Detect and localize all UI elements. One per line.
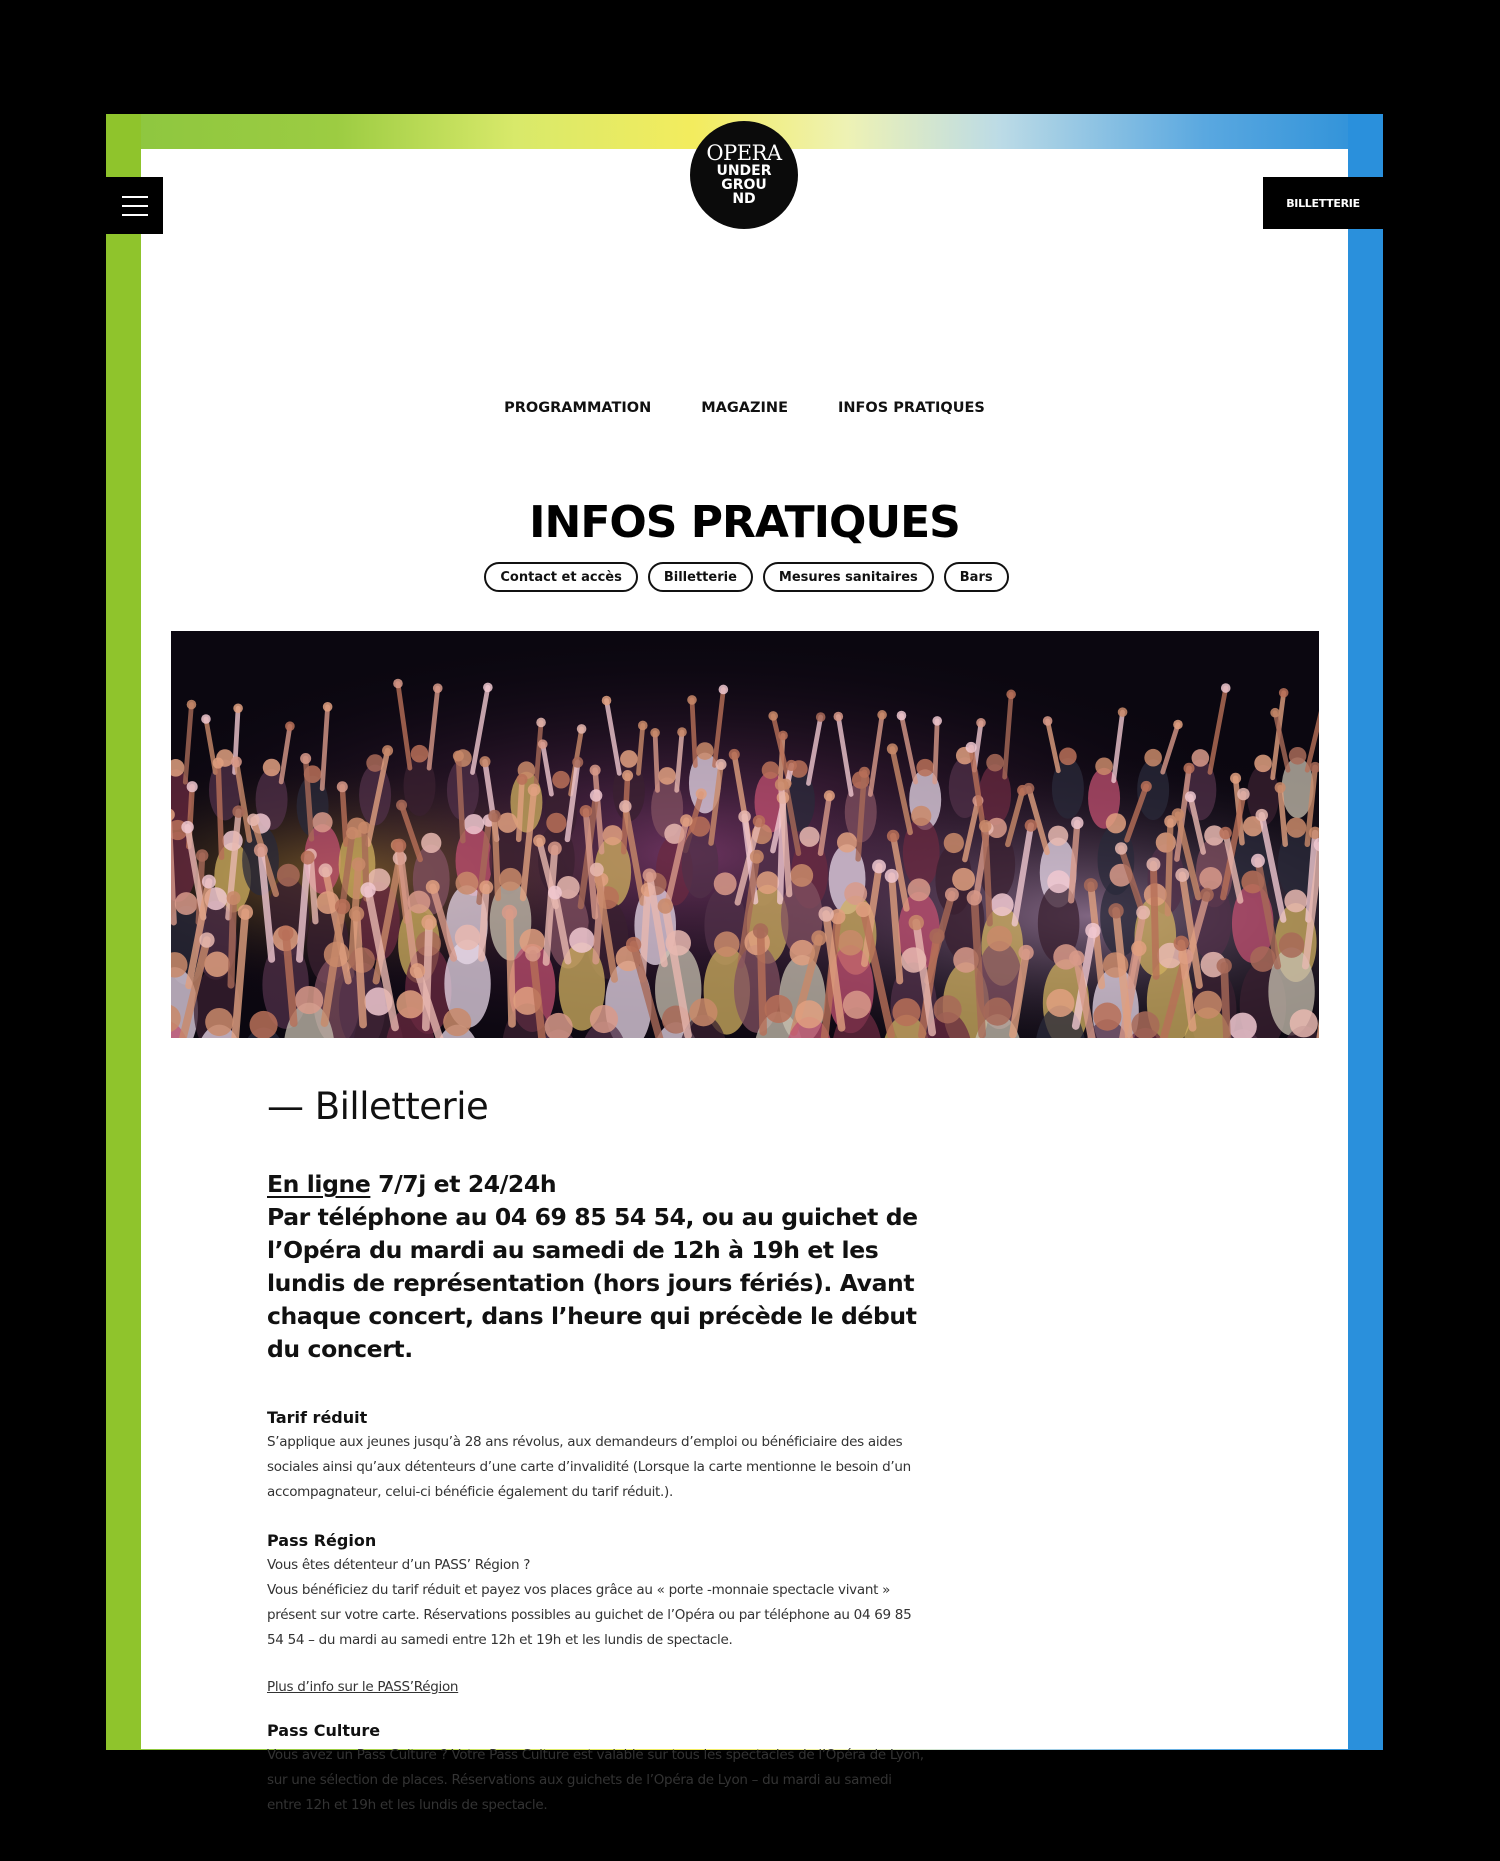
crowd-hand [201,714,211,724]
crowd-hand [410,963,425,978]
crowd-head [455,925,481,951]
crowd-head [837,832,857,852]
crowd-head [1093,1003,1121,1031]
crowd-hand [909,915,924,930]
page-content [141,149,1348,1813]
crowd-hand [1251,854,1265,868]
crowd-hand [517,774,528,785]
crowd-hand [719,685,729,695]
crowd-hand [811,930,826,945]
crowd-hand [1084,878,1098,892]
crowd-hand [233,703,243,713]
section-heading: — Billetterie [267,1085,489,1128]
crowd-hand [753,923,768,938]
crowd-hand [1025,819,1037,831]
crowd-head [1047,870,1070,893]
crowd-head [312,812,332,832]
crowd-hand [768,711,778,721]
crowd-hand [358,821,370,833]
crowd-hand [1275,782,1286,793]
crowd-hand [199,932,214,947]
lead-body: Par téléphone au 04 69 85 54 54, ou au guichet de l’Opéra du mardi au samedi de 12h à 19h et les lundis de représentation (hors jours fériés). Avant chaque concert, dans l’heure qui précède le début du concert. [267,1203,918,1363]
crowd-hand [1018,945,1033,960]
crowd-hand [479,756,490,767]
crowd-hand [572,757,583,768]
crowd-hand [1131,941,1146,956]
crowd-head [443,1008,471,1036]
crowd-head [1194,991,1222,1019]
crowd-hand [750,850,764,864]
crowd-head [295,986,323,1014]
crowd-head [1279,932,1305,958]
crowd-hand [1219,827,1231,839]
crowd-hand [1175,868,1189,882]
crowd-hand [227,891,241,905]
crowd-hand [202,875,216,889]
crowd-hand [1221,683,1231,693]
main-nav [141,400,1348,416]
crowd-head [205,1008,233,1036]
crowd-hand [421,915,436,930]
block-text: Vous êtes détenteur d’un PASS’ Région ? [267,1557,531,1573]
crowd-hand [187,700,197,710]
pass-region-block [267,1531,927,1695]
crowd-hand [897,711,907,721]
crowd-head [764,995,792,1023]
crowd-head [714,872,737,895]
crowd-head [552,771,570,789]
crowd-hand [859,767,870,778]
crowd-hand [1118,707,1128,717]
crowd-hand [824,790,835,801]
crowd-head [1059,748,1077,766]
crowd-head [911,806,931,826]
crowd-hand [658,898,673,913]
crowd-hand [643,868,657,882]
crowd-head [1144,749,1162,767]
crowd-hand [1230,773,1241,784]
crowd-hand [966,742,977,753]
crowd-hand [680,814,692,826]
logo-text-underground: UNDER GROU ND [716,163,772,207]
crowd-head [603,825,623,845]
crowd-hand [1069,950,1084,965]
crowd-hand [213,758,224,769]
crowd-hand [1184,763,1195,774]
pill-bars[interactable]: Bars [944,562,1009,592]
crowd-hand [1174,936,1189,951]
crowd-hand [1172,808,1184,820]
crowd-hand [453,750,464,761]
hamburger-icon-line [122,214,148,216]
crowd-head [1199,867,1222,890]
crowd-hand [548,841,562,855]
crowd-arm [231,898,234,985]
crowd-hand [502,905,517,920]
crowd-head [696,742,714,760]
pill-mesures-sanitaires[interactable]: Mesures sanitaires [763,562,934,592]
crowd-head [1106,813,1126,833]
crowd-head [175,892,198,915]
crowd-hand [335,899,350,914]
crowd-head [1046,989,1074,1017]
crowd-head [1284,889,1307,912]
crowd-hand [1141,781,1152,792]
crowd-hand [319,863,333,877]
crowd-hand [548,886,562,900]
crowd-arm [1168,821,1171,913]
crowd-hand [1071,817,1083,829]
crowd-hand [231,756,242,767]
crowd-hand [1270,708,1280,718]
crowd-hand [1279,688,1289,698]
crowd-arm [218,763,221,857]
crowd-head [892,998,920,1026]
crowd-hand [1043,716,1053,726]
crowd-hand [1217,958,1232,973]
crowd-head [464,814,484,834]
crowd-head [411,745,429,763]
crowd-hand [483,683,493,693]
logo[interactable] [690,121,798,229]
crowd-head [456,872,479,895]
crowd-hand [1115,842,1127,854]
section-pills [141,562,1348,592]
crowd-hand [619,800,631,812]
crowd-hand [738,810,750,822]
billetterie-section [267,1085,927,1844]
tarif-reduit-block [267,1408,927,1505]
crowd-hand [979,820,991,832]
crowd-hand [967,890,982,905]
crowd-hand [1146,857,1160,871]
crowd-head [1289,747,1307,765]
block-text: S’applique aux jeunes jusqu’à 28 ans révolus, aux demandeurs d’emploi ou bénéficiaire des aides sociales ainsi qu’aux détenteurs d’une carte d’invalidité (Lorsque la carte mentionne le besoin d’un accompagnateur, celui-ci bénéficie également du tarif réduit.). [267,1434,911,1500]
crowd-hand [856,902,871,917]
crowd-hand [396,800,407,811]
hero-crowd-image [171,631,1319,1038]
crowd-hand [426,880,440,894]
lead-paragraph [267,1168,927,1366]
crowd-head [204,951,230,977]
crowd-head [546,813,566,833]
crowd-arm [342,787,346,844]
crowd-hand [1136,906,1150,920]
crowd-hand [816,712,826,722]
crowd-head [987,926,1013,952]
crowd-head [916,759,934,777]
crowd-hand [1023,783,1034,794]
crowd-head [844,882,867,905]
nav-item-magazine[interactable]: MAGAZINE [701,400,788,416]
crowd-hand [687,695,697,705]
crowd-head [658,767,676,785]
crowd-head [762,761,780,779]
crowd-head [790,864,813,887]
crowd-head [799,827,819,847]
crowd-hand [929,928,944,943]
crowd-hand [580,805,592,817]
crowd-head [499,868,522,891]
crowd-hand [301,851,315,865]
crowd-hand [590,863,604,877]
crowd-hand [349,906,364,921]
crowd-hand [392,839,406,853]
crowd-hand [887,830,899,842]
block-title: Tarif réduit [267,1408,368,1427]
en-ligne-link[interactable]: En ligne [267,1170,371,1198]
crowd-hand [352,857,366,871]
crowd-hand [638,721,648,731]
crowd-head [986,754,1004,772]
pill-billetterie[interactable]: Billetterie [648,562,753,592]
logo-text-opera: OPERA [706,141,782,165]
crowd-hand [323,702,333,712]
crowd-hand [479,880,493,894]
block-text: Vous avez un Pass Culture ? Votre Pass Culture est valable sur tous les spectacles de l’Opéra de Lyon, sur une sélection de places. Réservations aux guichets de l’Opéra de Lyon – du mardi au samedi entre 12h et 19h et les lundis de spectacle. [267,1747,924,1813]
crowd-hand [285,721,295,731]
crowd-hand [590,765,601,776]
crowd-hand [577,724,587,734]
crowd-hand [278,925,293,940]
crowd-hand [346,827,358,839]
pass-culture-block [267,1721,927,1818]
crowd-hand [393,679,403,689]
crowd-head [795,1000,823,1028]
crowd-head [952,868,975,891]
frame-right-border [1348,114,1383,1750]
crowd-hand [590,789,602,801]
crowd-hand [818,906,833,921]
crowd-head [690,816,710,836]
crowd-hand [716,759,727,770]
crowd-head [714,931,740,957]
crowd-head [689,998,717,1026]
nav-item-programmation[interactable]: PROGRAMMATION [504,400,652,416]
crowd-head [944,833,964,853]
crowd-hand [887,743,898,754]
crowd-head [838,930,864,956]
crowd-hand [254,843,268,857]
crowd-hand [187,781,198,792]
crowd-hand [602,696,612,706]
crowd-arm [761,931,764,1032]
crowd-hand [238,905,253,920]
crowd-hand [538,739,548,749]
crowd-hand [382,745,393,756]
crowd-hand [1256,809,1268,821]
crowd-hand [885,869,899,883]
crowd-head [250,1011,278,1038]
crowd-head [983,998,1011,1026]
crowd-hand [360,882,375,897]
crowd-arm [692,700,695,766]
crowd-hand [196,849,208,861]
crowd-hand [626,937,641,952]
crowd-head [421,833,441,853]
hamburger-icon [122,196,148,198]
crowd-hand [872,860,886,874]
crowd-head [991,893,1014,916]
crowd-hand [976,718,986,728]
crowd-head [1254,755,1272,773]
crowd-hand [1006,690,1016,700]
crowd-arm [519,779,522,839]
nav-item-infos-pratiques[interactable]: INFOS PRATIQUES [837,400,985,416]
menu-button[interactable] [106,177,163,234]
crowd-arm [1224,966,1227,1038]
crowd-hand [775,778,787,790]
crowd-hand [786,760,797,771]
crowd-arm [495,816,499,898]
page-title: INFOS PRATIQUES [529,497,960,549]
frame-left-border [106,114,141,1750]
crowd-hand [1237,788,1249,800]
crowd-head [569,927,595,953]
crowd-head [263,759,281,777]
crowd-head [396,990,424,1018]
block-text: Vous bénéficiez du tarif réduit et payez vos places grâce au « porte -monnaie spectacle vivant » présent sur votre carte. Réservations possibles au guichet de l’Opéra ou par téléphone au 04 69 85 54 54 – du mardi au samedi entre 12h et 19h et les lundis de spectacle. [267,1582,912,1648]
crowd-hand [533,834,545,846]
hamburger-icon-line [122,205,148,207]
lead-schedule: 7/7j et 24/24h [370,1170,557,1198]
pill-contact[interactable]: Contact et accès [484,562,637,592]
crowd-arm [509,912,512,1023]
crowd-hand [729,749,740,760]
crowd-head [843,991,871,1019]
block-title: Pass Région [267,1531,377,1550]
crowd-hand [528,784,540,796]
crowd-head [1048,826,1068,846]
billetterie-button[interactable]: BILLETTERIE [1263,177,1383,229]
crowd-head [620,750,638,768]
crowd-head [1192,749,1210,767]
crowd-head [756,871,779,894]
crowd-hand [536,718,546,728]
crowd-hand [232,805,244,817]
crowd-head [933,995,961,1023]
crowd-head [590,1005,618,1033]
crowd-hand [650,728,660,738]
crowd-hand [945,888,959,902]
crowd-hand [1200,888,1214,902]
crowd-hand [1173,720,1183,730]
crowd-head [1095,757,1113,775]
crowd-head [908,878,931,901]
crowd-arm [935,721,937,782]
crowd-hand [622,770,633,781]
crowd-hand [300,753,311,764]
crowd-hand [433,683,443,693]
crowd-head [1286,818,1306,838]
crowd-hand [677,727,687,737]
crowd-arm [481,887,486,958]
crowd-hand [488,810,500,822]
crowd-arm [1153,864,1156,976]
crowd-hand [247,814,259,826]
crowd-hand [834,712,844,722]
crowd-arm [655,733,657,791]
block-title: Pass Culture [267,1721,381,1740]
crowd-hand [337,781,348,792]
crowd-hand [181,821,193,833]
crowd-hand [1085,923,1100,938]
crowd-hand [696,788,707,799]
crowd-hand [877,710,887,720]
crowd-head [1290,1009,1318,1037]
crowd-hand [1108,903,1123,918]
crowd-head [277,864,300,887]
crowd-hand [932,716,942,726]
crowd-hand [1185,791,1196,802]
crowd-hand [525,946,540,961]
pass-region-link[interactable]: Plus d’info sur le PASS’Région [267,1679,459,1695]
crowd-hand [753,815,765,827]
